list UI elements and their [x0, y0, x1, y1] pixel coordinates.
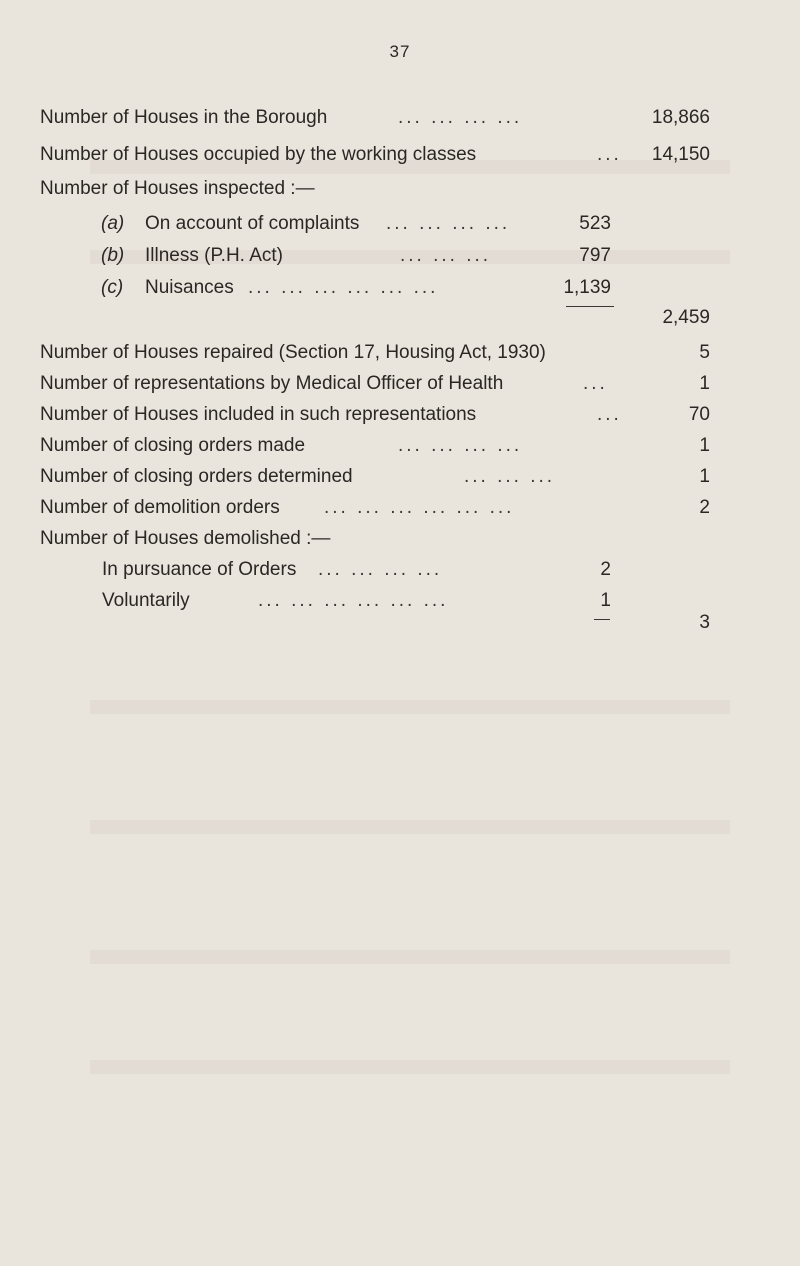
- row-value: 70: [688, 404, 710, 425]
- row-demolished-heading: [0, 528, 800, 554]
- show-through-texture: [90, 700, 730, 714]
- row-pursuance-of-orders: [0, 559, 800, 585]
- row-value: 2: [699, 497, 710, 518]
- row-label: Number of Houses in the Borough: [40, 107, 328, 128]
- row-label: Number of Houses occupied by the working classes: [40, 144, 477, 165]
- page-number: 37: [389, 42, 411, 61]
- leader-dots: ...: [597, 404, 622, 425]
- item-marker: (a): [101, 213, 125, 234]
- row-working-classes: [0, 144, 800, 170]
- row-value: 18,866: [651, 107, 710, 128]
- row-value: 2: [600, 559, 611, 580]
- row-closing-orders-determined: [0, 466, 800, 492]
- row-value: 1: [699, 466, 710, 487]
- leader-dots: ... ... ...: [464, 466, 556, 487]
- item-marker: (b): [101, 245, 125, 266]
- row-value: 523: [579, 213, 611, 234]
- row-value: 14,150: [651, 144, 710, 165]
- leader-dots: ...: [597, 144, 622, 165]
- leader-dots: ...: [583, 373, 608, 394]
- row-repaired: [0, 342, 800, 368]
- row-value: 3: [699, 612, 710, 633]
- leader-dots: ... ... ...: [400, 245, 492, 266]
- row-label: Number of demolition orders: [40, 497, 280, 518]
- row-label: Number of closing orders determined: [40, 466, 353, 487]
- leader-dots: ... ... ... ... ... ...: [248, 277, 439, 298]
- row-label: Number of Houses included in such representations: [40, 404, 477, 425]
- row-label: Number of Houses repaired (Section 17, Housing Act, 1930): [40, 342, 546, 363]
- section-heading: Number of Houses demolished :—: [40, 528, 331, 549]
- leader-dots: ... ... ... ...: [398, 435, 523, 456]
- row-label: On account of complaints: [145, 213, 360, 234]
- row-value: 797: [579, 245, 611, 266]
- row-inspected-total: [0, 307, 800, 333]
- leader-dots: ... ... ... ... ... ...: [324, 497, 515, 518]
- row-representations: [0, 373, 800, 399]
- show-through-texture: [90, 950, 730, 964]
- row-value: 2,459: [662, 307, 710, 328]
- section-heading: Number of Houses inspected :—: [40, 178, 315, 199]
- row-illness: [0, 245, 800, 271]
- row-closing-orders-made: [0, 435, 800, 461]
- row-label: In pursuance of Orders: [102, 559, 297, 580]
- row-value: 1: [699, 435, 710, 456]
- show-through-texture: [90, 1060, 730, 1074]
- row-value: 1: [699, 373, 710, 394]
- row-nuisances: [0, 277, 800, 303]
- leader-dots: ... ... ... ... ... ...: [258, 590, 449, 611]
- leader-dots: ... ... ... ...: [386, 213, 511, 234]
- row-label: Nuisances: [145, 277, 234, 298]
- row-label: Illness (P.H. Act): [145, 245, 283, 266]
- row-houses-in-representations: [0, 404, 800, 430]
- row-label: Number of closing orders made: [40, 435, 306, 456]
- row-houses-in-borough: [0, 107, 800, 133]
- row-demolition-orders: [0, 497, 800, 523]
- item-marker: (c): [101, 277, 124, 298]
- row-demolished-total: [0, 612, 800, 638]
- row-complaints: [0, 213, 800, 239]
- row-inspected-heading: [0, 178, 800, 204]
- row-value: 5: [699, 342, 710, 363]
- row-label: Voluntarily: [102, 590, 190, 611]
- row-label: Number of representations by Medical Officer of Health: [40, 373, 504, 394]
- leader-dots: ... ... ... ...: [318, 559, 443, 580]
- show-through-texture: [90, 820, 730, 834]
- row-value: 1: [600, 590, 611, 611]
- row-value: 1,139: [563, 277, 611, 298]
- leader-dots: ... ... ... ...: [398, 107, 523, 128]
